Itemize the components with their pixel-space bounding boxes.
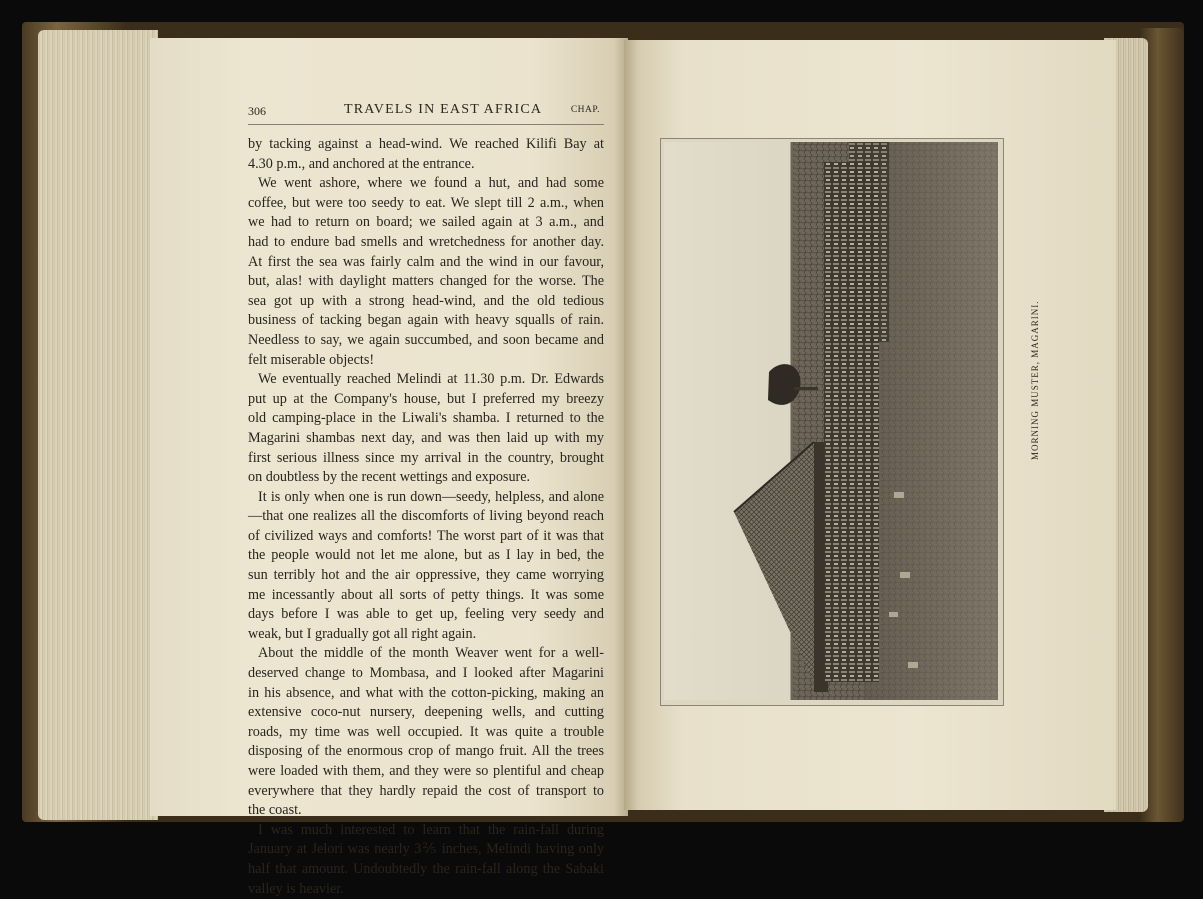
text-line: in his absence, and what with the cotton-picking, making an bbox=[248, 684, 604, 701]
text-line: 4.30 p.m., and anchored at the entrance. bbox=[248, 155, 475, 172]
text-line: first serious illness since my arrival in the country, brought bbox=[248, 449, 604, 466]
text-line: half that amount. Undoubtedly the rain-fall along the Sabaki bbox=[248, 860, 604, 877]
text-line: the coast. bbox=[248, 802, 302, 819]
text-line: I was much interested to learn that the rain-fall during bbox=[258, 821, 604, 838]
text-line: everywhere that they hardly repaid the cost of transport to bbox=[248, 782, 604, 799]
text-line: put up at the Company's house, but I preferred my breezy bbox=[248, 390, 604, 407]
text-line: January at Jelori was nearly 3⅖ inches, Melindi having only bbox=[248, 841, 604, 858]
text-line: Needless to say, we again succumbed, and soon became and bbox=[248, 331, 604, 348]
plate-caption: MORNING MUSTER, MAGARINI. bbox=[1030, 300, 1040, 460]
text-line: Magarini shambas next day, and was then laid up with my bbox=[248, 429, 604, 446]
text-line: the people would not let me alone, but as I lay in bed, the bbox=[248, 547, 604, 564]
text-line: on doubtless by the recent wettings and exposure. bbox=[248, 469, 531, 486]
running-header bbox=[248, 102, 604, 125]
text-line: we had to return on board; we sailed again at 3 a.m., and bbox=[248, 214, 604, 231]
text-line: sun terribly hot and the air oppressive, they came worrying bbox=[248, 567, 604, 584]
text-line: sea got up with a strong head-wind, and the old tedious bbox=[248, 292, 604, 309]
text-line: business of tacking began again with heavy squalls of rain. bbox=[248, 312, 604, 329]
page-number: 306 bbox=[248, 104, 266, 118]
text-line: At first the sea was fairly calm and the wind in our favour, bbox=[248, 253, 604, 270]
text-line: days before I was able to get up, feeling very seedy and bbox=[248, 606, 604, 623]
running-title: TRAVELS IN EAST AFRICA bbox=[344, 102, 543, 117]
page-edges-left bbox=[38, 30, 158, 820]
chapter-mark: CHAP. bbox=[570, 105, 600, 115]
body-text bbox=[248, 135, 604, 899]
text-line: We eventually reached Melindi at 11.30 p.m. Dr. Edwards bbox=[258, 371, 604, 388]
text-line: coffee, but were too seedy to eat. We slept till 2 a.m., when bbox=[248, 194, 604, 211]
text-line: valley is heavier. bbox=[248, 880, 344, 897]
text-line: About the middle of the month Weaver went for a well- bbox=[258, 645, 604, 662]
text-line: extensive coco-nut nursery, deepening wells, and cutting bbox=[248, 704, 604, 721]
text-line: of civilized ways and comforts! The worst part of it was that bbox=[248, 527, 604, 544]
text-line: felt miserable objects! bbox=[248, 351, 375, 368]
text-line: but, alas! with daylight matters changed for the worse. The bbox=[248, 273, 604, 290]
text-line: me incessantly about all sorts of petty things. It was some bbox=[248, 586, 604, 603]
photo-plate-image bbox=[664, 142, 998, 700]
text-line: by tacking against a head-wind. We reached Kilifi Bay at bbox=[248, 136, 604, 152]
text-line: It is only when one is run down—seedy, helpless, and alone bbox=[258, 488, 604, 505]
text-line: had to endure bad smells and wretchedness for another day. bbox=[248, 233, 604, 250]
text-line: deserved change to Mombasa, and I looked after Magarini bbox=[248, 665, 604, 682]
text-line: weak, but I gradually got all right again. bbox=[248, 625, 477, 642]
text-line: —that one realizes all the discomforts of living beyond reach bbox=[248, 508, 604, 525]
text-line: We went ashore, where we found a hut, and had some bbox=[258, 175, 604, 192]
text-line: roads, my time was well occupied. It was quite a trouble bbox=[248, 723, 604, 740]
text-line: disposing of the enormous crop of mango fruit. All the trees bbox=[248, 743, 604, 760]
text-line: were loaded with them, and they were so plentiful and cheap bbox=[248, 763, 604, 779]
text-line: old camping-place in the Liwali's shamba. I returned to the bbox=[248, 410, 604, 427]
